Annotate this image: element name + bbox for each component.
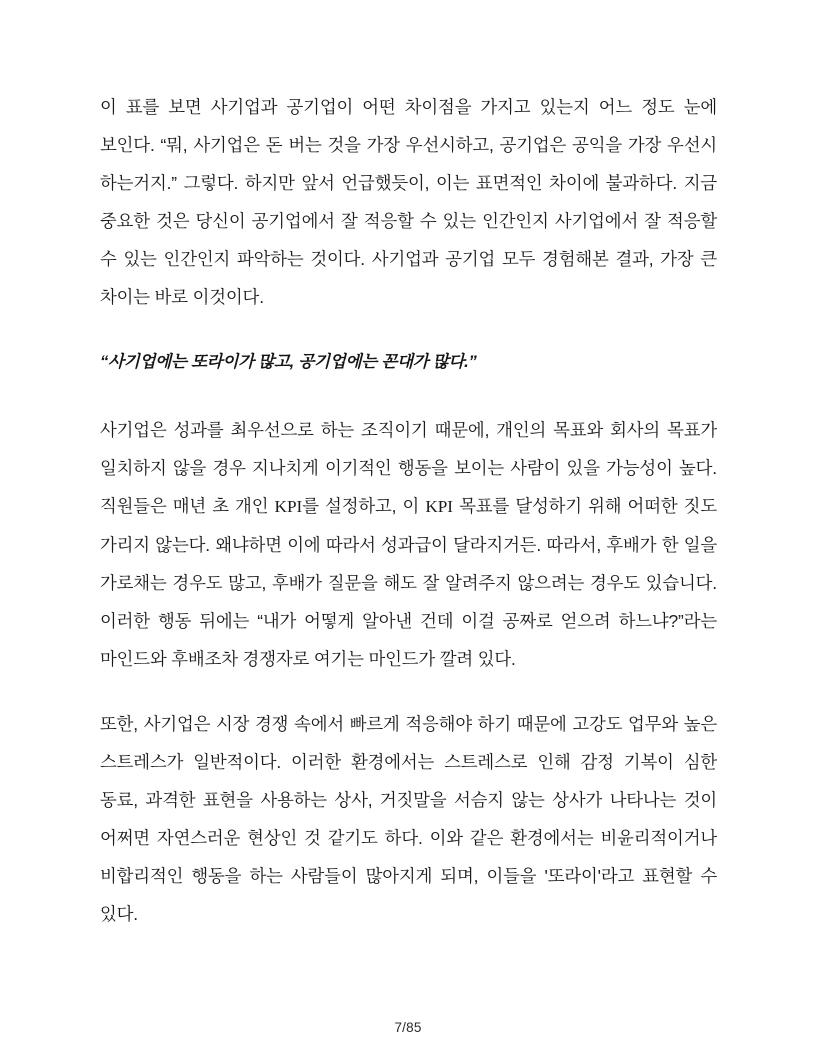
- document-body: [100, 88, 717, 933]
- kpi-term: KPI: [425, 497, 454, 516]
- kpi-term: KPI: [274, 497, 303, 516]
- paragraph-kpi-text-part2: 를 설정하고, 이: [302, 496, 426, 516]
- paragraph-stress-environment: 또한, 사기업은 시장 경쟁 속에서 빠르게 적응해야 하기 때문에 고강도 업무와 높은 스트레스가 일반적이다. 이러한 환경에서는 스트레스로 인해 감정 기복이 심한 동료, 과격한 표현을 사용하는 상사, 거짓말을 서슴지 않는 상사가 나타나는 것이 어쩌면 자연스러운 현상인 것 같기도 하다. 이와 같은 환경에서는 비윤리적이거나 비합리적인 행동을 하는 사람들이 많아지게 되며, 이들을 '또라이'라고 표현할 수 있다.: [100, 714, 717, 924]
- paragraph-kpi-text-part1: 사기업은 성과를 최우선으로 하는 조직이기 때문에, 개인의 목표와 회사의 목표가 일치하지 않을 경우 지나치게 이기적인 행동을 보이는 사람이 있을 가능성이 높다. 직원들은 매년 초 개인: [100, 420, 717, 516]
- page-number-footer: 7/85: [394, 1020, 422, 1035]
- paragraph-intro-table-comparison: 이 표를 보면 사기업과 공기업이 어떤 차이점을 가지고 있는지 어느 정도 눈에 보인다. “뭐, 사기업은 돈 버는 것을 가장 우선시하고, 공기업은 공익을 가장 우선시 하는거지.” 그렇다. 하지만 앞서 언급했듯이, 이는 표면적인 차이에 불과하다. 지금 중요한 것은 당신이 공기업에서 잘 적응할 수 있는 인간인지 사기업에서 잘 적응할 수 있는 인간인지 파악하는 것이다. 사기업과 공기업 모두 경험해본 결과, 가장 큰 차이는 바로 이것이다.: [100, 97, 717, 307]
- paragraph-kpi-competition: [100, 411, 717, 678]
- heading-quote: “사기업에는 또라이가 많고, 공기업에는 꼰대가 많다.”: [100, 352, 477, 371]
- paragraph-kpi-text-part3: 목표를 달성하기 위해 어떠한 짓도 가리지 않는다. 왜냐하면 이에 따라서 성과급이 달라지거든. 따라서, 후배가 한 일을 가로채는 경우도 많고, 후배가 질문을 해도 잘 알려주지 않으려는 경우도 있습니다. 이러한 행동 뒤에는 “내가 어떻게 알아낸 건데 이걸 공짜로 얻으려 하느냐?”라는 마인드와 후배조차 경쟁자로 여기는 마인드가 깔려 있다.: [100, 496, 717, 669]
